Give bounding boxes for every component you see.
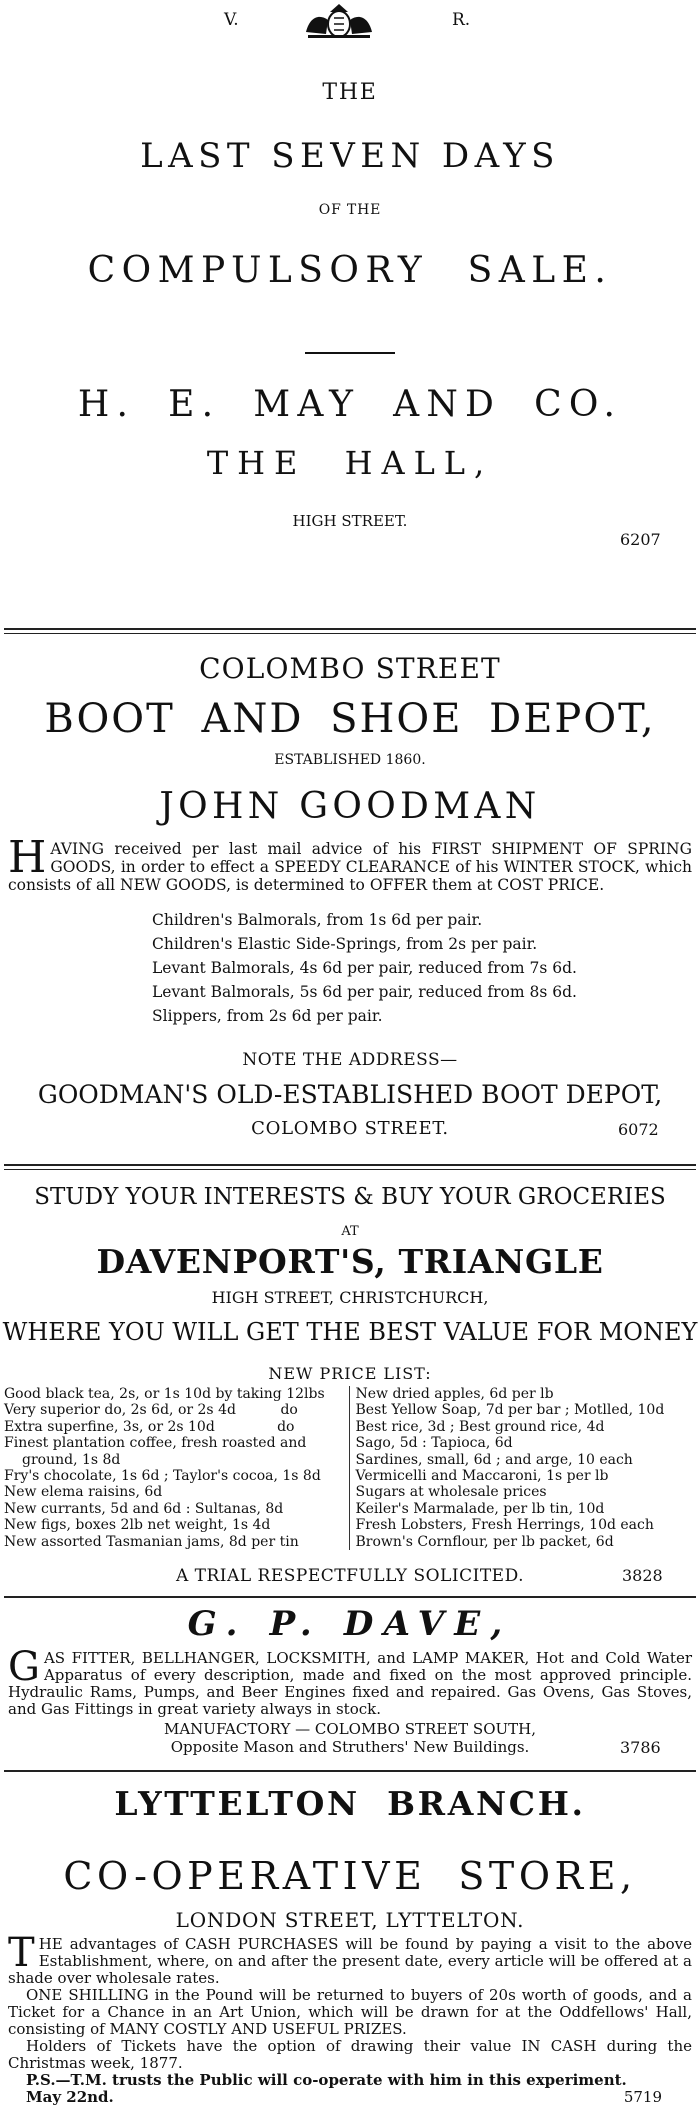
- ad-lyttelton: [0, 1774, 700, 2120]
- royal-v: V.: [224, 10, 239, 30]
- price-list-item: Fry's chocolate, 1s 6d ; Taylor's cocoa, 1s 8d: [4, 1468, 321, 1485]
- price-list-title: NEW PRICE LIST:: [268, 1364, 432, 1383]
- lyttelton-branch-heading: LYTTELTON BRANCH.: [114, 1784, 586, 1823]
- price-list-item: New elema raisins, 6d: [4, 1484, 163, 1501]
- high-street-text: HIGH STREET.: [292, 512, 408, 530]
- price-item: Slippers, from 2s 6d per pair.: [152, 1007, 383, 1025]
- price-list-item: Keiler's Marmalade, per lb tin, 10d: [355, 1500, 605, 1517]
- cooperative-store-heading: CO-OPERATIVE STORE,: [63, 1854, 637, 1898]
- price-item: Levant Balmorals, 5s 6d per pair, reduced from 8s 6d.: [152, 983, 577, 1001]
- section-divider: [4, 1596, 696, 1598]
- of-the-text: OF THE: [318, 202, 382, 218]
- the-hall-heading: THE HALL,: [206, 444, 494, 482]
- established-text: ESTABLISHED 1860.: [274, 752, 426, 768]
- section-divider: [4, 1770, 696, 1772]
- price-list-item: Sardines, small, 6d ; and arge, 10 each: [355, 1451, 633, 1468]
- ad-goodman: [0, 640, 700, 1160]
- price-list-item: Vermicelli and Maccaroni, 1s per lb: [355, 1468, 609, 1485]
- address-heading: GOODMAN'S OLD-ESTABLISHED BOOT DEPOT,: [37, 1080, 663, 1109]
- dave-name-heading: G. P. DAVE,: [187, 1604, 513, 1644]
- firm-name-heading: H. E. MAY AND CO.: [77, 384, 623, 425]
- intro-text: AVING received per last mail advice of his FIRST SHIPMENT OF SPRING GOODS, in order to effect a SPEEDY CLEARANCE of his WINTER STOCK, which consists of all NEW GOODS, is determined to OFFER them at COST PRICE.: [8, 840, 692, 894]
- section-divider: [4, 1164, 696, 1166]
- price-columns: [4, 1386, 696, 1550]
- best-value-heading: WHERE YOU WILL GET THE BEST VALUE FOR MONEY: [2, 1318, 698, 1346]
- store-para-2: ONE SHILLING in the Pound will be returned to buyers of 20s worth of goods, and a Ticket for a Chance in an Art Union, which will be drawn for at the Oddfellows' Hall, consisting of MANY COSTLY AND USEFUL PRIZES.: [8, 1986, 692, 2038]
- store-ps: P.S.—T.M. trusts the Public will co-operate with him in this experiment.: [26, 2071, 627, 2089]
- colombo-street-heading: COLOMBO STREET: [199, 652, 501, 685]
- drop-cap: T: [8, 1930, 35, 1976]
- price-list-item: New figs, boxes 2lb net weight, 1s 4d: [4, 1517, 271, 1534]
- price-list-item: Brown's Cornflour, per lb packet, 6d: [355, 1533, 614, 1550]
- boot-shoe-depot-heading: BOOT AND SHOE DEPOT,: [44, 696, 656, 742]
- price-item: Levant Balmorals, 4s 6d per pair, reduced from 7s 6d.: [152, 959, 577, 977]
- ad-dave: [0, 1600, 700, 1768]
- ad-may-and-co: [0, 0, 700, 620]
- royal-r: R.: [452, 10, 471, 30]
- price-list-item: Very superior do, 2s 6d, or 2s 4d do: [4, 1402, 298, 1419]
- dave-body: [0, 1644, 700, 1718]
- store-date: May 22nd.: [26, 2088, 114, 2106]
- the-heading: THE: [322, 80, 378, 105]
- intro-paragraph: [0, 832, 700, 894]
- price-list-item: Sugars at wholesale prices: [355, 1484, 547, 1501]
- colombo-street-text: COLOMBO STREET.: [251, 1118, 449, 1139]
- price-list-item: Finest plantation coffee, fresh roasted and: [4, 1435, 307, 1452]
- price-list-item: Fresh Lobsters, Fresh Herrings, 10d each: [355, 1517, 654, 1534]
- davenport-heading: DAVENPORT'S, TRIANGLE: [96, 1242, 604, 1281]
- ad-number: 3786: [620, 1738, 661, 1757]
- royal-crest-icon: [300, 2, 378, 40]
- price-list: [152, 908, 660, 1028]
- dave-body-text: AS FITTER, BELLHANGER, LOCKSMITH, and LAMP MAKER, Hot and Cold Water Apparatus of every description, made and fixed on the most approved principle. Hydraulic Rams, Pumps, and Beer Engines fixed and repaired. Gas Ovens, Gas Stoves, and Gas Fittings in great variety always in stock.: [8, 1649, 692, 1718]
- ad-number: 5719: [623, 2088, 662, 2106]
- price-list-item: New assorted Tasmanian jams, 8d per tin: [4, 1533, 299, 1550]
- note-address-text: NOTE THE ADDRESS—: [242, 1050, 458, 1070]
- at-text: AT: [341, 1224, 359, 1239]
- price-item: Children's Balmorals, from 1s 6d per pair.: [152, 911, 483, 929]
- london-street-text: LONDON STREET, LYTTELTON.: [175, 1908, 525, 1932]
- store-para-1: HE advantages of CASH PURCHASES will be found by paying a visit to the above Establishment, where, on and after the present date, every article will be offered at a shade over wholesale rates.: [8, 1935, 692, 1987]
- price-column-right: [350, 1386, 697, 1550]
- store-para-3: Holders of Tickets have the option of drawing their value IN CASH during the Christmas week, 1877.: [8, 2037, 692, 2072]
- ad-number: 6207: [620, 530, 661, 549]
- drop-cap: G: [8, 1644, 40, 1690]
- manufactory-text: MANUFACTORY — COLOMBO STREET SOUTH,: [163, 1720, 537, 1738]
- ad-number: 6072: [618, 1120, 659, 1139]
- study-headline: STUDY YOUR INTERESTS & BUY YOUR GROCERIES: [34, 1184, 666, 1210]
- ad-number: 3828: [622, 1566, 663, 1585]
- price-list-item: New currants, 5d and 6d : Sultanas, 8d: [4, 1500, 284, 1517]
- section-divider: [4, 1169, 696, 1170]
- trial-text: A TRIAL RESPECTFULLY SOLICITED.: [175, 1566, 525, 1586]
- price-list-item: Best rice, 3d ; Best ground rice, 4d: [355, 1418, 605, 1435]
- price-item: Children's Elastic Side-Springs, from 2s per pair.: [152, 935, 538, 953]
- price-list-item: Extra superfine, 3s, or 2s 10d do: [4, 1418, 295, 1435]
- ad-davenport: [0, 1174, 700, 1630]
- price-list-item: Sago, 5d : Tapioca, 6d: [355, 1435, 513, 1452]
- john-goodman-heading: JOHN GOODMAN: [159, 786, 541, 827]
- price-list-item: ground, 1s 8d: [22, 1451, 121, 1468]
- price-list-item: Best Yellow Soap, 7d per bar ; Motlled, 10d: [355, 1402, 665, 1419]
- store-body: [0, 1930, 700, 2106]
- section-divider: [4, 628, 696, 630]
- drop-cap: H: [8, 832, 47, 883]
- location-text: HIGH STREET, CHRISTCHURCH,: [211, 1288, 489, 1307]
- short-divider: [305, 352, 395, 354]
- opposite-text: Opposite Mason and Struthers' New Buildings.: [170, 1738, 530, 1756]
- price-list-item: New dried apples, 6d per lb: [355, 1386, 554, 1402]
- last-seven-days-heading: LAST SEVEN DAYS: [140, 136, 560, 176]
- price-list-item: Good black tea, 2s, or 1s 10d by taking 12lbs: [4, 1386, 325, 1402]
- compulsory-sale-heading: COMPULSORY SALE.: [87, 250, 613, 291]
- section-divider: [4, 633, 696, 634]
- price-column-left: [4, 1386, 350, 1550]
